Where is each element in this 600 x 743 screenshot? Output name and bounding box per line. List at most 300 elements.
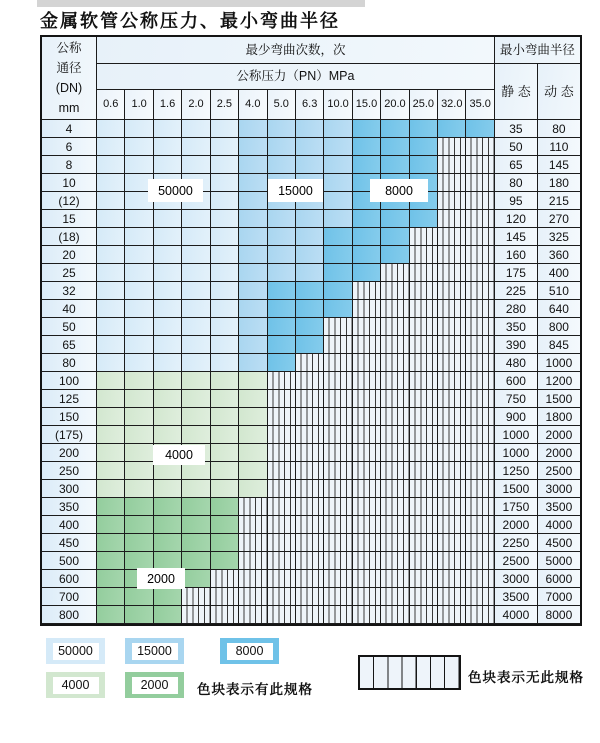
- spec-cell-50000: [211, 336, 239, 354]
- spec-cell-2000: [125, 516, 153, 534]
- dn-cell: 20: [42, 246, 97, 264]
- no-spec-cell: [239, 516, 267, 534]
- no-spec-cell: [381, 426, 409, 444]
- spec-cell-2000: [97, 552, 125, 570]
- no-spec-cell: [324, 588, 352, 606]
- spec-cell-4000: [239, 480, 267, 498]
- no-spec-cell: [438, 318, 466, 336]
- spec-cell-4000: [211, 444, 239, 462]
- no-spec-cell: [466, 534, 494, 552]
- spec-cell-50000: [97, 210, 125, 228]
- legend-swatch-15000: [125, 638, 184, 664]
- static-value: 350: [495, 318, 538, 336]
- no-spec-cell: [296, 534, 324, 552]
- spec-cell-15000: [268, 246, 296, 264]
- no-spec-cell: [268, 534, 296, 552]
- spec-cell-15000: [239, 264, 267, 282]
- spec-cell-8000: [324, 228, 352, 246]
- dynamic-value: 7000: [538, 588, 580, 606]
- spec-cell-2000: [125, 606, 153, 624]
- spec-cell-50000: [154, 210, 182, 228]
- spec-cell-50000: [211, 192, 239, 210]
- no-spec-cell: [353, 480, 381, 498]
- spec-cell-2000: [125, 534, 153, 552]
- spec-cell-2000: [154, 516, 182, 534]
- no-spec-cell: [466, 498, 494, 516]
- no-spec-cell: [296, 408, 324, 426]
- no-spec-cell: [381, 462, 409, 480]
- no-spec-cell: [268, 462, 296, 480]
- spec-cell-50000: [125, 228, 153, 246]
- radius-header: 最小弯曲半径: [495, 37, 580, 64]
- corner-line: (DN): [55, 81, 83, 95]
- dynamic-value: 8000: [538, 606, 580, 624]
- no-spec-cell: [438, 246, 466, 264]
- page-title: 金属软管公称压力、最小弯曲半径: [40, 11, 340, 31]
- spec-cell-4000: [211, 408, 239, 426]
- spec-cell-50000: [97, 282, 125, 300]
- spec-cell-50000: [182, 300, 210, 318]
- dn-cell: (175): [42, 426, 97, 444]
- no-spec-cell: [438, 210, 466, 228]
- spec-cell-50000: [97, 264, 125, 282]
- spec-cell-2000: [125, 498, 153, 516]
- dn-cell: (18): [42, 228, 97, 246]
- no-spec-cell: [324, 408, 352, 426]
- spec-cell-50000: [182, 354, 210, 372]
- static-value: 600: [495, 372, 538, 390]
- spec-cell-50000: [154, 354, 182, 372]
- spec-cell-50000: [154, 138, 182, 156]
- spec-cell-2000: [97, 570, 125, 588]
- static-value: 175: [495, 264, 538, 282]
- no-spec-cell: [438, 354, 466, 372]
- no-spec-cell: [324, 552, 352, 570]
- spec-cell-15000: [239, 300, 267, 318]
- spec-cell-50000: [97, 354, 125, 372]
- no-spec-cell: [410, 336, 438, 354]
- spec-cell-50000: [97, 318, 125, 336]
- spec-cell-50000: [97, 228, 125, 246]
- no-spec-cell: [353, 444, 381, 462]
- no-spec-cell: [353, 300, 381, 318]
- spec-cell-50000: [211, 120, 239, 138]
- legend-swatch-label: 15000: [132, 643, 178, 660]
- no-spec-cell: [410, 588, 438, 606]
- no-spec-cell: [466, 300, 494, 318]
- spec-cell-8000: [324, 246, 352, 264]
- no-spec-cell: [438, 372, 466, 390]
- spec-cell-50000: [97, 336, 125, 354]
- static-value: 2000: [495, 516, 538, 534]
- no-spec-cell: [438, 552, 466, 570]
- no-spec-cell: [353, 408, 381, 426]
- spec-cell-8000: [381, 156, 409, 174]
- spec-cell-50000: [125, 282, 153, 300]
- spec-cell-50000: [97, 120, 125, 138]
- no-spec-cell: [438, 390, 466, 408]
- spec-cell-2000: [182, 534, 210, 552]
- spec-cell-50000: [211, 282, 239, 300]
- spec-cell-50000: [182, 246, 210, 264]
- spec-cell-4000: [154, 390, 182, 408]
- spec-cell-2000: [125, 588, 153, 606]
- no-spec-cell: [410, 426, 438, 444]
- legend-swatch-label: 8000: [227, 643, 273, 660]
- dn-cell: 6: [42, 138, 97, 156]
- pressure-radius-table: [40, 35, 582, 626]
- spec-cell-15000: [296, 138, 324, 156]
- region-label-50000: 50000: [148, 179, 203, 202]
- dn-cell: 100: [42, 372, 97, 390]
- static-value: 1500: [495, 480, 538, 498]
- spec-cell-15000: [239, 282, 267, 300]
- legend-swatch-2000: [125, 672, 184, 698]
- spec-cell-15000: [239, 354, 267, 372]
- pressure-col-label: 4.0: [239, 90, 267, 120]
- pressure-header: 公称压力（PN）MPa: [97, 64, 495, 90]
- no-spec-cell: [324, 354, 352, 372]
- no-spec-cell: [438, 138, 466, 156]
- spec-cell-2000: [97, 498, 125, 516]
- no-spec-cell: [324, 462, 352, 480]
- no-spec-cell: [353, 372, 381, 390]
- static-value: 280: [495, 300, 538, 318]
- dn-cell: 450: [42, 534, 97, 552]
- region-label-15000: 15000: [268, 179, 323, 202]
- dynamic-value: 180: [538, 174, 580, 192]
- no-spec-cell: [381, 300, 409, 318]
- spec-cell-4000: [125, 426, 153, 444]
- spec-cell-50000: [154, 156, 182, 174]
- spec-cell-4000: [125, 444, 153, 462]
- spec-cell-50000: [125, 336, 153, 354]
- no-spec-cell: [466, 138, 494, 156]
- no-spec-cell: [324, 336, 352, 354]
- no-spec-cell: [410, 354, 438, 372]
- spec-cell-50000: [182, 282, 210, 300]
- spec-cell-8000: [381, 246, 409, 264]
- no-spec-cell: [268, 408, 296, 426]
- no-spec-cell: [466, 228, 494, 246]
- static-value: 1000: [495, 444, 538, 462]
- spec-cell-8000: [296, 318, 324, 336]
- dynamic-value: 325: [538, 228, 580, 246]
- dn-cell: 800: [42, 606, 97, 624]
- no-spec-cell: [466, 408, 494, 426]
- no-spec-cell: [381, 282, 409, 300]
- no-spec-cell: [438, 444, 466, 462]
- static-value: 2250: [495, 534, 538, 552]
- no-spec-cell: [466, 192, 494, 210]
- spec-cell-15000: [324, 174, 352, 192]
- spec-cell-4000: [182, 408, 210, 426]
- no-spec-cell: [466, 282, 494, 300]
- dn-cell: 600: [42, 570, 97, 588]
- spec-cell-50000: [211, 138, 239, 156]
- no-spec-cell: [381, 516, 409, 534]
- region-label-2000: 2000: [137, 568, 185, 589]
- spec-cell-4000: [239, 372, 267, 390]
- no-spec-cell: [296, 516, 324, 534]
- dn-cell: 10: [42, 174, 97, 192]
- static-value: 35: [495, 120, 538, 138]
- no-spec-cell: [324, 426, 352, 444]
- spec-cell-15000: [296, 210, 324, 228]
- no-spec-cell: [466, 372, 494, 390]
- spec-cell-8000: [268, 354, 296, 372]
- spec-cell-15000: [324, 120, 352, 138]
- spec-cell-8000: [353, 246, 381, 264]
- spec-cell-4000: [182, 426, 210, 444]
- no-spec-cell: [410, 606, 438, 624]
- spec-cell-50000: [97, 174, 125, 192]
- spec-cell-15000: [239, 138, 267, 156]
- spec-cell-50000: [182, 264, 210, 282]
- spec-cell-8000: [268, 336, 296, 354]
- spec-cell-50000: [182, 156, 210, 174]
- spec-cell-2000: [154, 588, 182, 606]
- dn-cell: 200: [42, 444, 97, 462]
- no-spec-cell: [239, 606, 267, 624]
- no-spec-cell: [466, 246, 494, 264]
- spec-cell-8000: [381, 138, 409, 156]
- no-spec-cell: [211, 588, 239, 606]
- no-spec-cell: [466, 444, 494, 462]
- static-value: 390: [495, 336, 538, 354]
- no-spec-cell: [410, 372, 438, 390]
- no-spec-cell: [438, 300, 466, 318]
- spec-cell-50000: [211, 228, 239, 246]
- no-spec-cell: [466, 516, 494, 534]
- spec-cell-50000: [182, 120, 210, 138]
- spec-cell-15000: [239, 174, 267, 192]
- spec-cell-15000: [268, 264, 296, 282]
- dn-cell: 80: [42, 354, 97, 372]
- dynamic-value: 80: [538, 120, 580, 138]
- no-spec-cell: [410, 282, 438, 300]
- no-spec-cell: [353, 282, 381, 300]
- dynamic-value: 3500: [538, 498, 580, 516]
- no-spec-cell: [410, 498, 438, 516]
- no-spec-cell: [410, 318, 438, 336]
- dn-cell: 40: [42, 300, 97, 318]
- no-spec-cell: [268, 444, 296, 462]
- spec-cell-8000: [324, 264, 352, 282]
- no-spec-cell: [324, 390, 352, 408]
- spec-cell-2000: [182, 516, 210, 534]
- pressure-col-label: 15.0: [353, 90, 381, 120]
- spec-cell-50000: [211, 156, 239, 174]
- no-spec-cell: [296, 462, 324, 480]
- static-value: 160: [495, 246, 538, 264]
- no-spec-cell: [466, 354, 494, 372]
- spec-cell-15000: [296, 228, 324, 246]
- pressure-col-label: 10.0: [324, 90, 352, 120]
- spec-cell-4000: [211, 372, 239, 390]
- spec-cell-2000: [154, 534, 182, 552]
- dynamic-value: 845: [538, 336, 580, 354]
- dynamic-value: 1000: [538, 354, 580, 372]
- dn-cell: 700: [42, 588, 97, 606]
- spec-cell-50000: [182, 210, 210, 228]
- spec-cell-50000: [97, 138, 125, 156]
- no-spec-cell: [381, 408, 409, 426]
- spec-cell-8000: [466, 120, 494, 138]
- static-value: 120: [495, 210, 538, 228]
- spec-cell-8000: [324, 282, 352, 300]
- no-spec-cell: [381, 264, 409, 282]
- dynamic-value: 215: [538, 192, 580, 210]
- spec-cell-15000: [324, 156, 352, 174]
- no-spec-cell: [438, 174, 466, 192]
- spec-cell-50000: [97, 156, 125, 174]
- spec-cell-50000: [125, 264, 153, 282]
- spec-cell-2000: [97, 606, 125, 624]
- dynamic-value: 2500: [538, 462, 580, 480]
- no-spec-cell: [353, 534, 381, 552]
- no-spec-cell: [466, 156, 494, 174]
- spec-cell-8000: [268, 318, 296, 336]
- no-spec-cell: [268, 606, 296, 624]
- spec-cell-8000: [410, 138, 438, 156]
- spec-cell-8000: [410, 210, 438, 228]
- spec-cell-2000: [211, 516, 239, 534]
- dynamic-value: 110: [538, 138, 580, 156]
- no-spec-cell: [268, 552, 296, 570]
- static-value: 4000: [495, 606, 538, 624]
- no-spec-cell: [324, 606, 352, 624]
- spec-cell-50000: [211, 246, 239, 264]
- static-value: 480: [495, 354, 538, 372]
- no-spec-cell: [381, 318, 409, 336]
- no-spec-cell: [268, 498, 296, 516]
- no-spec-cell: [466, 480, 494, 498]
- dynamic-value: 4500: [538, 534, 580, 552]
- no-spec-cell: [438, 228, 466, 246]
- no-spec-cell: [324, 570, 352, 588]
- no-spec-cell: [410, 444, 438, 462]
- spec-cell-8000: [381, 210, 409, 228]
- spec-cell-15000: [268, 138, 296, 156]
- corner-line: mm: [58, 101, 80, 115]
- no-spec-cell: [268, 570, 296, 588]
- pressure-col-label: 35.0: [466, 90, 494, 120]
- legend-hatch-box: [358, 655, 461, 690]
- static-value: 225: [495, 282, 538, 300]
- spec-cell-4000: [97, 444, 125, 462]
- no-spec-cell: [296, 426, 324, 444]
- spec-cell-4000: [125, 480, 153, 498]
- legend-swatch-50000: [46, 638, 105, 664]
- spec-cell-50000: [125, 210, 153, 228]
- no-spec-cell: [410, 570, 438, 588]
- spec-cell-15000: [239, 228, 267, 246]
- spec-cell-8000: [381, 228, 409, 246]
- no-spec-cell: [466, 210, 494, 228]
- spec-cell-2000: [154, 606, 182, 624]
- no-spec-cell: [353, 498, 381, 516]
- dynamic-value: 6000: [538, 570, 580, 588]
- dynamic-value: 400: [538, 264, 580, 282]
- spec-cell-15000: [239, 336, 267, 354]
- dynamic-value: 1800: [538, 408, 580, 426]
- no-spec-cell: [324, 318, 352, 336]
- legend-swatch-label: 50000: [53, 643, 99, 660]
- no-spec-cell: [381, 390, 409, 408]
- pressure-col-label: 25.0: [410, 90, 438, 120]
- pressure-col-label: 20.0: [381, 90, 409, 120]
- spec-cell-2000: [211, 534, 239, 552]
- no-spec-cell: [466, 174, 494, 192]
- pressure-col-label: 1.0: [125, 90, 153, 120]
- no-spec-cell: [438, 606, 466, 624]
- spec-cell-50000: [97, 192, 125, 210]
- static-value: 1250: [495, 462, 538, 480]
- spec-cell-15000: [268, 120, 296, 138]
- no-spec-cell: [410, 264, 438, 282]
- pressure-col-label: 0.6: [97, 90, 125, 120]
- dn-cell: 65: [42, 336, 97, 354]
- spec-cell-15000: [296, 156, 324, 174]
- spec-cell-8000: [410, 120, 438, 138]
- spec-cell-50000: [154, 300, 182, 318]
- spec-cell-8000: [438, 120, 466, 138]
- spec-cell-4000: [125, 372, 153, 390]
- static-value: 1000: [495, 426, 538, 444]
- dn-cell: 125: [42, 390, 97, 408]
- spec-cell-4000: [211, 462, 239, 480]
- spec-cell-50000: [211, 174, 239, 192]
- legend-text-has-spec: 色块表示有此规格: [197, 682, 313, 697]
- no-spec-cell: [381, 444, 409, 462]
- spec-cell-15000: [296, 246, 324, 264]
- spec-cell-50000: [182, 138, 210, 156]
- static-value: 750: [495, 390, 538, 408]
- no-spec-cell: [438, 498, 466, 516]
- spec-cell-8000: [353, 156, 381, 174]
- dynamic-value: 5000: [538, 552, 580, 570]
- no-spec-cell: [466, 318, 494, 336]
- pressure-col-label: 2.0: [182, 90, 210, 120]
- no-spec-cell: [353, 336, 381, 354]
- no-spec-cell: [268, 372, 296, 390]
- spec-cell-4000: [125, 390, 153, 408]
- no-spec-cell: [381, 372, 409, 390]
- no-spec-cell: [324, 444, 352, 462]
- spec-cell-15000: [239, 156, 267, 174]
- no-spec-cell: [182, 588, 210, 606]
- dn-cell: (12): [42, 192, 97, 210]
- no-spec-cell: [268, 588, 296, 606]
- spec-cell-50000: [125, 246, 153, 264]
- no-spec-cell: [353, 588, 381, 606]
- dn-cell: 15: [42, 210, 97, 228]
- no-spec-cell: [353, 426, 381, 444]
- no-spec-cell: [296, 444, 324, 462]
- spec-cell-8000: [381, 120, 409, 138]
- no-spec-cell: [296, 372, 324, 390]
- spec-cell-8000: [296, 336, 324, 354]
- no-spec-cell: [438, 480, 466, 498]
- spec-cell-4000: [154, 372, 182, 390]
- spec-cell-50000: [125, 318, 153, 336]
- no-spec-cell: [324, 480, 352, 498]
- no-spec-cell: [466, 390, 494, 408]
- pressure-col-label: 32.0: [438, 90, 466, 120]
- spec-cell-8000: [353, 210, 381, 228]
- region-label-8000: 8000: [370, 179, 428, 202]
